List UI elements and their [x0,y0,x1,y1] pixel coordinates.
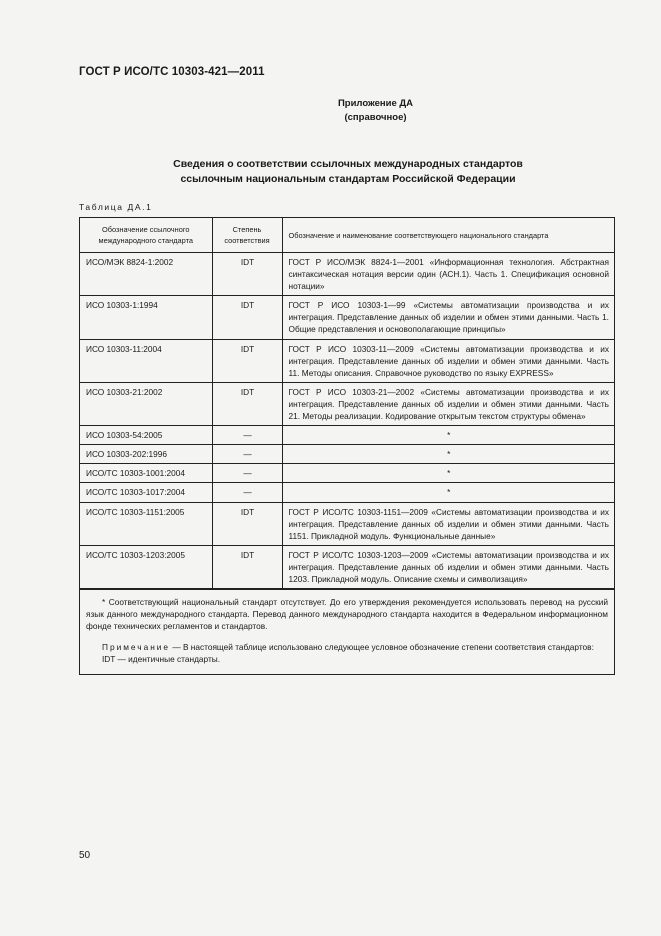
ref-standard-cell: ИСО 10303-21:2002 [80,382,212,425]
page-number: 50 [79,850,91,861]
note-label: Примечание [102,642,171,653]
table-footnote: * Соответствующий национальный стандарт отсутствует. До его утверждения рекомендуется использовать перевод на русский язык данного международного стандарта. Перевод данного международного стандарта находится в Федеральном информационном фонде технических регламентов и стандартов. [86,597,608,632]
table-note [86,641,608,653]
table-row [80,464,614,483]
correspondence-table [79,217,615,675]
degree-cell: — [212,426,282,445]
ref-standard-cell: ИСО 10303-202:1996 [80,445,212,464]
note-text: — В настоящей таблице использовано следующее условное обозначение степени соответствия стандартов: [170,642,594,653]
national-standard-cell: ГОСТ Р ИСО/ТС 10303-1203—2009 «Системы автоматизации производства и их интеграция. Представление данных об изделии и обмен этими данными. Часть 1203. Прикладной модуль. Описание схемы и символизация» [282,545,614,588]
degree-cell: IDT [212,502,282,545]
degree-cell: — [212,445,282,464]
national-standard-cell: * [282,464,614,483]
national-standard-cell: * [282,445,614,464]
standards-table [80,218,614,589]
ref-standard-cell: ИСО/ТС 10303-1017:2004 [80,483,212,502]
ref-standard-cell: ИСО 10303-54:2005 [80,426,212,445]
main-title-line-1: Сведения о соответствии ссылочных международных стандартов [173,158,523,170]
national-standard-cell: * [282,483,614,502]
table-row [80,382,614,425]
annex-title: Приложение ДА [337,98,414,109]
table-row [80,545,614,588]
ref-standard-cell: ИСО 10303-11:2004 [80,339,212,382]
table-label: Таблица ДА.1 [79,202,153,212]
table-row [80,339,614,382]
ref-standard-cell: ИСО 10303-1:1994 [80,296,212,339]
ref-standard-cell: ИСО/ТС 10303-1001:2004 [80,464,212,483]
annex-subtitle: (справочное) [344,112,407,123]
degree-cell: IDT [212,545,282,588]
table-row [80,253,614,296]
degree-cell: — [212,483,282,502]
main-title-line-2: ссылочным национальным стандартам Российской Федерации [180,173,516,185]
national-standard-cell: ГОСТ Р ИСО 10303-21—2002 «Системы автоматизации производства и их интеграция. Представление данных об изделии и обмен этими данными. Часть 21. Методы реализации. Кодирование открытым текстом структуры обмена» [282,382,614,425]
document-code: ГОСТ Р ИСО/ТС 10303-421—2011 [79,66,265,78]
header-degree: Степень соответствия [212,218,282,253]
table-row [80,502,614,545]
header-ref-standard: Обозначение ссылочного международного стандарта [80,218,212,253]
degree-cell: IDT [212,339,282,382]
table-row [80,483,614,502]
national-standard-cell: ГОСТ Р ИСО 10303-11—2009 «Системы автоматизации производства и их интеграция. Представление данных об изделии и обмен этими данными. Часть 11. Методы описания. Справочное руководство по языку EXPRESS» [282,339,614,382]
main-title [80,157,616,187]
ref-standard-cell: ИСО/ТС 10303-1203:2005 [80,545,212,588]
national-standard-cell: ГОСТ Р ИСО 10303-1—99 «Системы автоматизации производства и их интеграция. Представление данных об изделии и обмен этими данными. Часть 1. Общие представления и основополагающие принципы» [282,296,614,339]
national-standard-cell: ГОСТ Р ИСО/ТС 10303-1151—2009 «Системы автоматизации производства и их интеграция. Представление данных об изделии и обмен этими данными. Часть 1151. Прикладной модуль. Функциональные данные» [282,502,614,545]
degree-cell: IDT [212,296,282,339]
national-standard-cell: * [282,426,614,445]
ref-standard-cell: ИСО/МЭК 8824-1:2002 [80,253,212,296]
table-notes [80,589,614,673]
degree-cell: IDT [212,253,282,296]
table-header-row [80,218,614,253]
degree-cell: IDT [212,382,282,425]
ref-standard-cell: ИСО/ТС 10303-1151:2005 [80,502,212,545]
national-standard-cell: ГОСТ Р ИСО/МЭК 8824-1—2001 «Информационная технология. Абстрактная синтаксическая нотация версии один (АСН.1). Часть 1. Спецификация основной нотации» [282,253,614,296]
degree-cell: — [212,464,282,483]
table-row [80,445,614,464]
table-row [80,426,614,445]
table-row [80,296,614,339]
annex-heading [0,97,661,125]
header-national-standard: Обозначение и наименование соответствующего национального стандарта [282,218,614,253]
note-idt-definition: IDT — идентичные стандарты. [102,654,221,665]
